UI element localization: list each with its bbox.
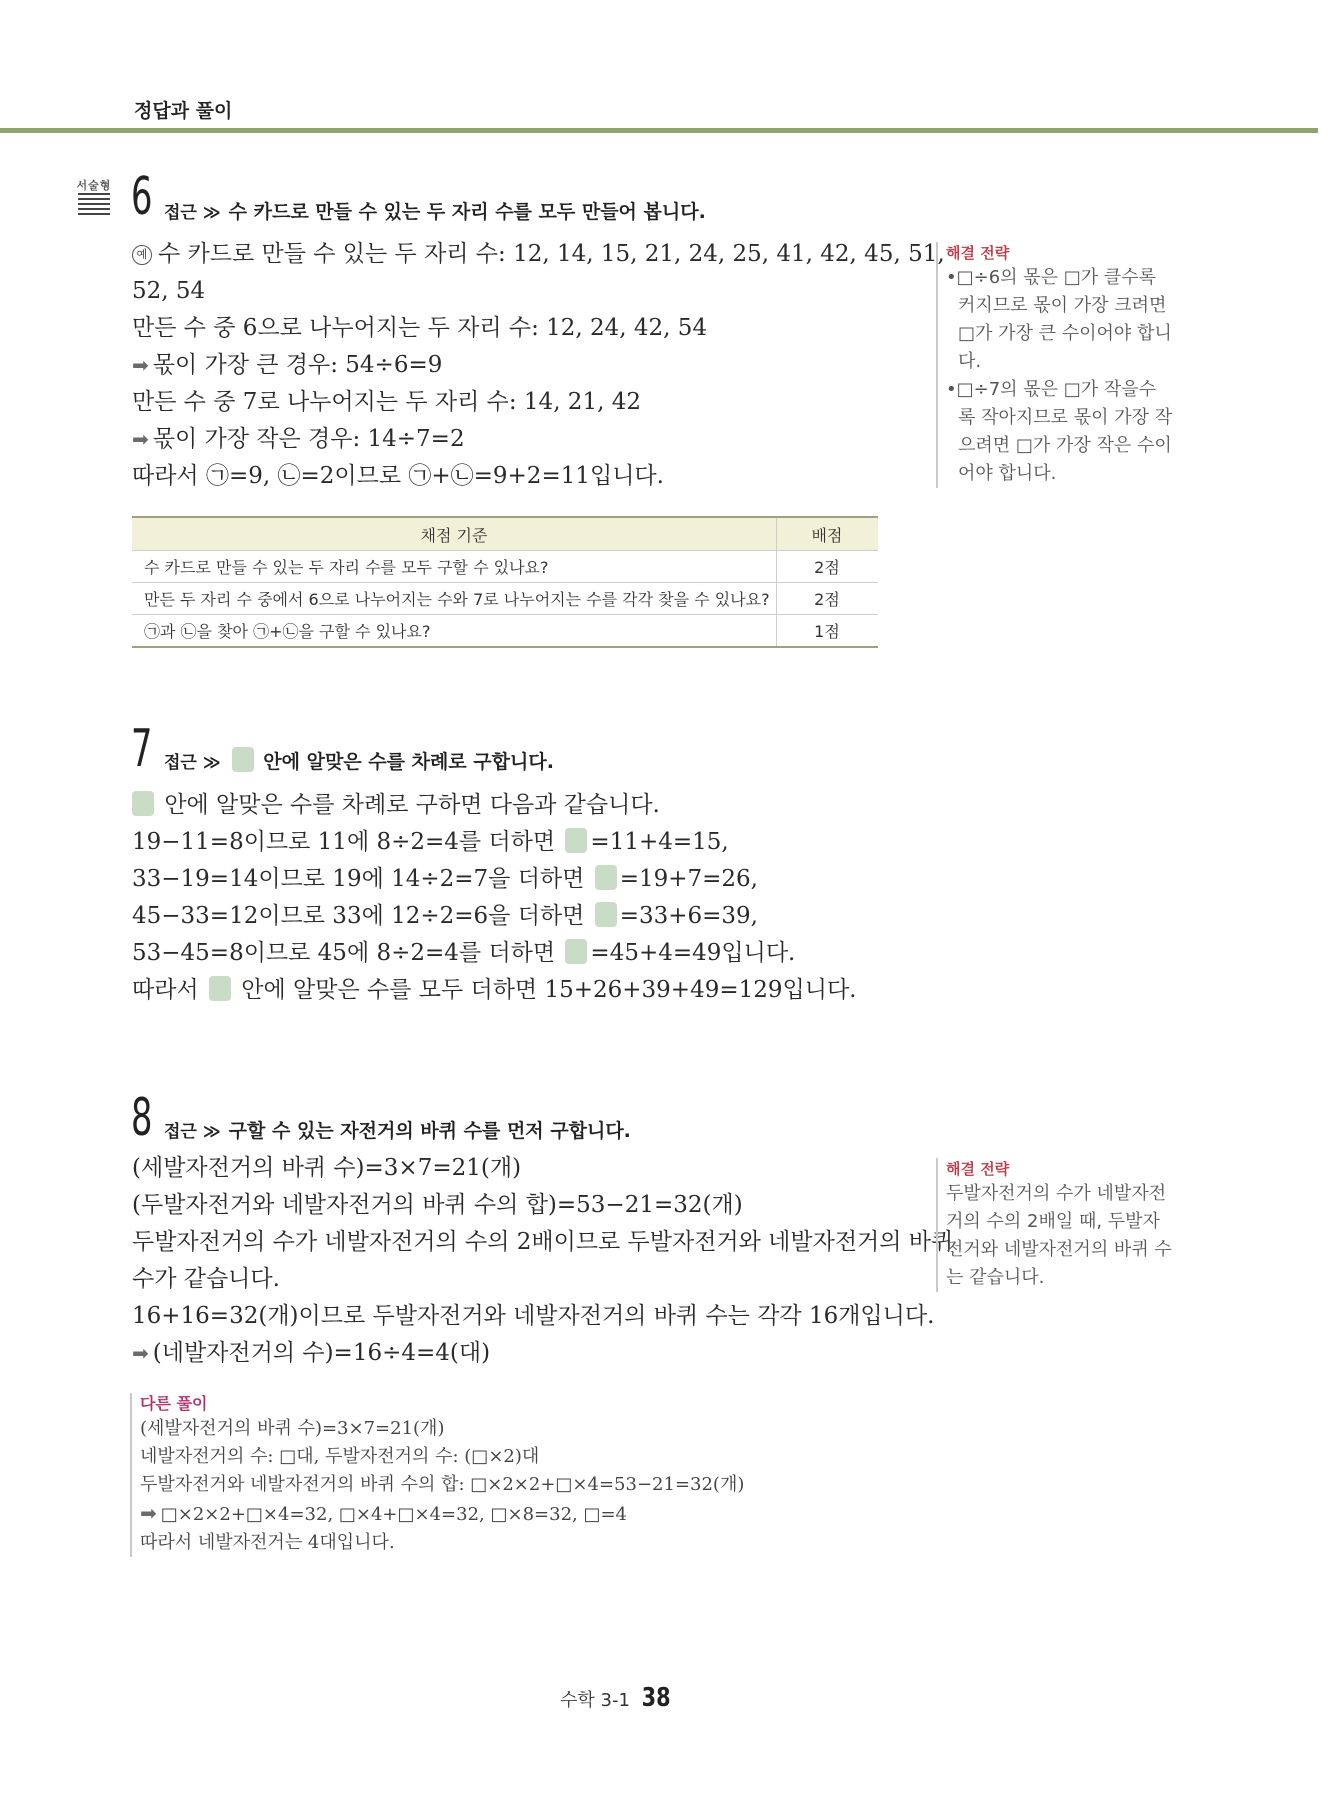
problem-7-number: 7: [131, 719, 153, 779]
solution-line: ➡ (네발자전거의 수)=16÷4=4(대): [132, 1340, 491, 1366]
solution-line: 두발자전거의 수가 네발자전거의 수의 2배이므로 두발자전거와 네발자전거의 바퀴: [132, 1229, 954, 1255]
alternative-solution-title: 다른 풀이: [140, 1394, 208, 1413]
problem-8-approach: [164, 1116, 631, 1143]
approach-label: 접근: [164, 1122, 197, 1142]
table-header-score: 배점: [777, 517, 879, 551]
footer-subject: 수학 3-1: [560, 1690, 630, 1711]
solution-line: ➡ 몫이 가장 작은 경우: 14÷7=2: [132, 426, 465, 452]
page-number: 38: [641, 1683, 671, 1713]
solution-line: 따라서 안에 알맞은 수를 모두 더하면 15+26+39+49=129입니다.: [132, 977, 857, 1003]
problem-7-approach: [164, 747, 554, 774]
solution-line: 33−19=14이므로 19에 14÷2=7을 더하면 =19+7=26,: [132, 866, 758, 892]
problem-6-approach: [164, 197, 706, 224]
blank-box-icon: [595, 902, 617, 927]
solution-line: 16+16=32(개)이므로 두발자전거와 네발자전거의 바퀴 수는 각각 16개입니다.: [132, 1303, 935, 1329]
blank-box-icon: [595, 865, 617, 890]
solution-line: 안에 알맞은 수를 차례로 구하면 다음과 같습니다.: [132, 787, 856, 824]
problem-6-solution: [132, 236, 945, 495]
solution-line: 따라서 ㉠=9, ㉡=2이므로 ㉠+㉡=9+2=11입니다.: [132, 463, 664, 489]
criterion-cell: 수 카드로 만들 수 있는 두 자리 수를 모두 구할 수 있나요?: [132, 551, 777, 583]
alternative-solution: 다른 풀이 (세발자전거의 바퀴 수)=3×7=21(개) 네발자전거의 수: □대, 두발자전거의 수: (□×2)대 두발자전거와 네발자전거의 바퀴 수의 합: □×2×2+□×4=53−21=32(개) ➡ □×2×2+□×4=32, □×4+□×4=32, □×8=32, □=4 따라서 네발자전거는 4대입니다.: [130, 1393, 840, 1557]
approach-arrow: ≫: [202, 1122, 221, 1142]
solution-line: 만든 수 중 6으로 나누어지는 두 자리 수: 12, 24, 42, 54: [132, 315, 708, 341]
right-arrow-icon: ➡: [132, 353, 149, 377]
blank-box-icon: [232, 747, 254, 772]
right-arrow-icon: ➡: [140, 1501, 157, 1525]
approach-arrow: ≫: [202, 203, 221, 223]
descriptive-tag: 서술형: [76, 179, 112, 192]
scoring-table: [132, 516, 878, 648]
strategy-note-title: 해결 전략: [946, 244, 1010, 262]
approach-text: 구할 수 있는 자전거의 바퀴 수를 먼저 구합니다.: [228, 1120, 631, 1142]
solution-line: 19−11=8이므로 11에 8÷2=4를 더하면 =11+4=15,: [132, 829, 729, 855]
score-cell: 2점: [777, 551, 879, 583]
score-cell: 2점: [777, 583, 879, 615]
solution-line: ➡ 몫이 가장 큰 경우: 54÷6=9: [132, 352, 443, 378]
approach-text: 안에 알맞은 수를 차례로 구합니다.: [263, 751, 554, 773]
approach-text: 수 카드로 만들 수 있는 두 자리 수를 모두 만들어 봅니다.: [228, 201, 706, 223]
solution-line: (두발자전거와 네발자전거의 바퀴 수의 합)=53−21=32(개): [132, 1192, 743, 1218]
solution-line: 예 수 카드로 만들 수 있는 두 자리 수: 12, 14, 15, 21, 24, 25, 41, 42, 45, 51,: [132, 236, 945, 273]
solution-line: 45−33=12이므로 33에 12÷2=6을 더하면 =33+6=39,: [132, 903, 758, 929]
table-row: [132, 583, 878, 615]
solution-line: 만든 수 중 7로 나누어지는 두 자리 수: 14, 21, 42: [132, 389, 641, 415]
descriptive-tag-lines: [78, 193, 110, 218]
table-header-criterion: 채점 기준: [132, 517, 777, 551]
strategy-note-8: 해결 전략 두발자전거의 수가 네발자전 거의 수의 2배일 때, 두발자 전거와 네발자전거의 바퀴 수 는 같습니다.: [936, 1158, 1196, 1292]
solution-line: 53−45=8이므로 45에 8÷2=4를 더하면 =45+4=49입니다.: [132, 940, 796, 966]
problem-7-solution: [132, 787, 856, 1009]
table-row: [132, 615, 878, 648]
approach-label: 접근: [164, 203, 197, 223]
blank-box-icon: [565, 828, 587, 853]
solution-line: 수가 같습니다.: [132, 1266, 280, 1292]
approach-label: 접근: [164, 753, 197, 773]
solution-line: 52, 54: [132, 278, 206, 304]
example-badge: 예: [132, 245, 152, 265]
strategy-note-6: 해결 전략 •□÷6의 몫은 □가 클수록 커지므로 몫이 가장 크려면 □가 가장 큰 수이어야 합니 다. •□÷7의 몫은 □가 작을수 록 작아지므로 몫이 가장 작 으려면 □가 가장 작은 수이 어야 합니다.: [936, 242, 1196, 488]
right-arrow-icon: ➡: [132, 1341, 149, 1365]
table-row: [132, 551, 878, 583]
blank-box-icon: [209, 976, 231, 1001]
approach-arrow: ≫: [202, 753, 221, 773]
right-arrow-icon: ➡: [132, 427, 149, 451]
score-cell: 1점: [777, 615, 879, 648]
page-footer: [560, 1683, 674, 1713]
problem-8-number: 8: [131, 1088, 153, 1148]
solution-line: (세발자전거의 바퀴 수)=3×7=21(개): [132, 1155, 522, 1181]
blank-box-icon: [132, 791, 154, 816]
problem-6-number: 6: [131, 167, 153, 227]
criterion-cell: 만든 두 자리 수 중에서 6으로 나누어지는 수와 7로 나누어지는 수를 각각 찾을 수 있나요?: [132, 583, 777, 615]
criterion-cell: ㉠과 ㉡을 찾아 ㉠+㉡을 구할 수 있나요?: [132, 615, 777, 648]
header-divider: [0, 128, 1318, 133]
strategy-note-title: 해결 전략: [946, 1160, 1010, 1178]
problem-8-solution: [132, 1150, 953, 1372]
page-header-title: 정답과 풀이: [134, 100, 233, 122]
blank-box-icon: [565, 939, 587, 964]
